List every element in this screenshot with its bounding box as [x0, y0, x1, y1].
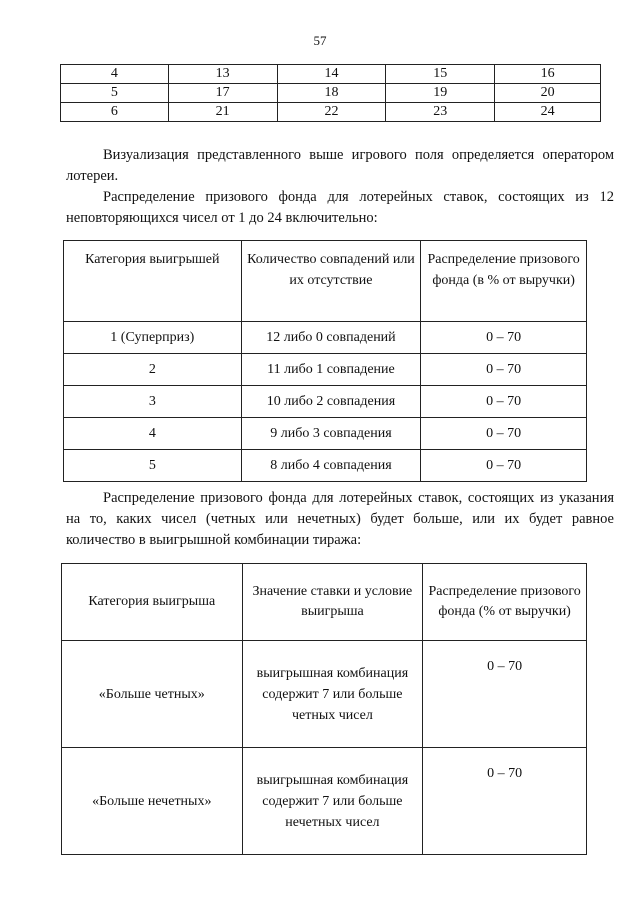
table-cell: 0 – 70	[421, 322, 587, 354]
table-cell: 10 либо 2 совпадения	[241, 386, 421, 418]
table-cell: 4	[61, 65, 169, 84]
column-header: Категория выигрыша	[62, 564, 243, 641]
table-cell: 13	[168, 65, 277, 84]
table-cell: 3	[64, 386, 242, 418]
table-cell: 17	[168, 84, 277, 103]
table-cell: 20	[495, 84, 601, 103]
table-row	[61, 103, 601, 122]
table-cell: 1 (Суперприз)	[64, 322, 242, 354]
table-row	[62, 641, 587, 748]
table-cell: 12 либо 0 совпадений	[241, 322, 421, 354]
column-header: Распределение призового фонда (% от выручки)	[423, 564, 587, 641]
column-header: Распределение призового фонда (в % от выручки)	[421, 241, 587, 322]
column-header: Количество совпадений или их отсутствие	[241, 241, 421, 322]
table-row	[64, 450, 587, 482]
table-row	[64, 322, 587, 354]
table-row	[64, 354, 587, 386]
prize-distribution-table-numbers	[63, 240, 587, 482]
prize-distribution-table-parity	[61, 563, 587, 855]
table-cell: 18	[277, 84, 386, 103]
table-cell: 0 – 70	[421, 354, 587, 386]
table-cell: 11 либо 1 совпадение	[241, 354, 421, 386]
table-cell: выигрышная комбинация содержит 7 или больше нечетных чисел	[242, 748, 423, 855]
paragraph-prize-distribution-parity: Распределение призового фонда для лотерейных ставок, состоящих из указания на то, каких чисел (четных или нечетных) будет больше, или их будет равное количество в выигрышной комбинации тиража:	[66, 490, 614, 548]
table-row	[62, 748, 587, 855]
table-row	[64, 386, 587, 418]
table-cell: 15	[386, 65, 495, 84]
table-cell: 0 – 70	[423, 641, 587, 748]
table-row	[61, 65, 601, 84]
table-cell: 24	[495, 103, 601, 122]
table-cell: 4	[64, 418, 242, 450]
page-number: 57	[313, 33, 327, 48]
table-cell: 5	[61, 84, 169, 103]
table-row	[64, 418, 587, 450]
table-cell: выигрышная комбинация содержит 7 или больше четных чисел	[242, 641, 423, 748]
column-header: Категория выигрышей	[64, 241, 242, 322]
table-header-row	[64, 241, 587, 322]
table-cell: 5	[64, 450, 242, 482]
table-cell: 23	[386, 103, 495, 122]
table-cell: 14	[277, 65, 386, 84]
table-row	[61, 84, 601, 103]
number-grid-table	[60, 64, 601, 122]
table-header-row	[62, 564, 587, 641]
table-cell: 19	[386, 84, 495, 103]
table-cell: 6	[61, 103, 169, 122]
table-cell: 22	[277, 103, 386, 122]
table-cell: 0 – 70	[421, 450, 587, 482]
table-cell: 0 – 70	[423, 748, 587, 855]
table-cell: 16	[495, 65, 601, 84]
table-cell: 8 либо 4 совпадения	[241, 450, 421, 482]
paragraph-prize-distribution-numbers: Распределение призового фонда для лотерейных ставок, состоящих из 12 неповторяющихся чисел от 1 до 24 включительно:	[66, 189, 614, 226]
table-cell: 0 – 70	[421, 418, 587, 450]
table-cell: 2	[64, 354, 242, 386]
table-cell: «Больше нечетных»	[62, 748, 243, 855]
paragraph-visualization: Визуализация представленного выше игрового поля определяется оператором лотереи.	[66, 147, 614, 184]
table-cell: 0 – 70	[421, 386, 587, 418]
column-header: Значение ставки и условие выигрыша	[242, 564, 423, 641]
table-cell: 9 либо 3 совпадения	[241, 418, 421, 450]
table-cell: 21	[168, 103, 277, 122]
table-cell: «Больше четных»	[62, 641, 243, 748]
